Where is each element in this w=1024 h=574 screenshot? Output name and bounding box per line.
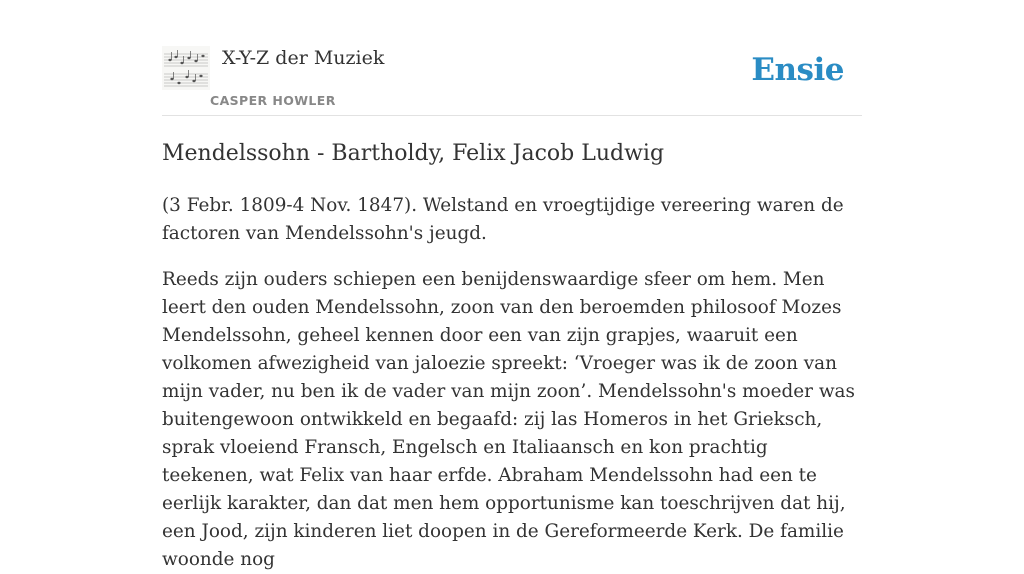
brand-logo[interactable]: Ensie: [751, 52, 844, 88]
sheet-music-icon[interactable]: [162, 46, 210, 90]
page-header: [162, 0, 862, 116]
paragraph-2: Reeds zijn ouders schiepen een benijdenswaardige sfeer om hem. Men leert den ouden Mendelssohn, zoon van den beroemden philosoof Mozes Mendelssohn, geheel kennen door een van zijn grapjes, waaruit een volkomen afwezigheid van jaloezie spreekt: ‘Vroeger was ik de zoon van mijn vader, nu ben ik de vader van mijn zoon’. Mendelssohn's moeder was buitengewoon ontwikkeld en begaafd: zij las Homeros in het Grieksch, sprak vloeiend Fransch, Engelsch en Italiaansch en kon prachtig teekenen, wat Felix van haar erfde. Abraham Mendelssohn had een te eerlijk karakter, dan dat men hem opportunisme kan toeschrijven dat hij, een Jood, zijn kinderen liet doopen in de Gereformeerde Kerk. De familie woonde nog: [162, 269, 855, 570]
entry-title: Mendelssohn - Bartholdy, Felix Jacob Ludwig: [162, 141, 665, 166]
article: [162, 138, 864, 574]
author-name[interactable]: CASPER HOWLER: [210, 93, 336, 108]
paragraph-1: (3 Febr. 1809-4 Nov. 1847). Welstand en vroegtijdige vereering waren de factoren van Mendelssohn's jeugd.: [162, 195, 844, 244]
book-title[interactable]: X-Y-Z der Muziek: [222, 47, 385, 69]
